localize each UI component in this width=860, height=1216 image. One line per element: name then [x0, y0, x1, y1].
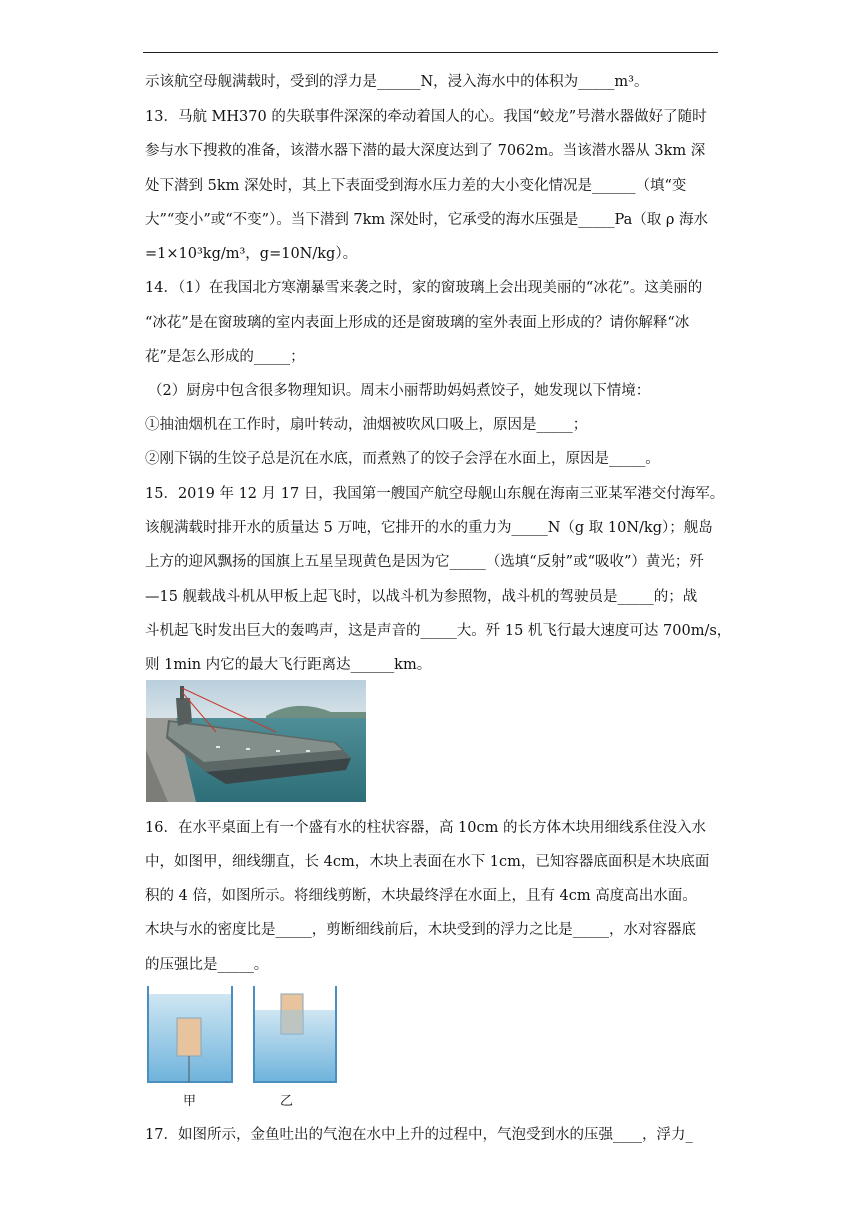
figure-label-jia: 甲 [183, 1094, 197, 1109]
text-line: 木块与水的密度比是_____，剪断细线前后，木块受到的浮力之比是_____，水对容器底 [145, 922, 696, 938]
container-yi [253, 986, 337, 1082]
text-line: 参与水下搜救的准备，该潜水器下潜的最大深度达到了 7062m。当该潜水器从 3km 深 [145, 143, 706, 159]
text-line: 16．在水平桌面上有一个盛有水的柱状容器，高 10cm 的长方体木块用细线系住没入水 [145, 820, 706, 836]
text-line: 则 1min 内它的最大飞行距离达______km。 [145, 657, 432, 673]
text-line: 15．2019 年 12 月 17 日，我国第一艘国产航空母舰山东舰在海南三亚某军港交付海军。 [145, 486, 725, 502]
text-line: “冰花”是在窗玻璃的室内表面上形成的还是窗玻璃的室外表面上形成的？请你解释“冰 [145, 315, 690, 331]
figure-label-yi: 乙 [280, 1094, 294, 1109]
text-line: 花”是怎么形成的_____； [145, 349, 305, 365]
text-line: ①抽油烟机在工作时，扇叶转动，油烟被吹风口吸上，原因是_____； [145, 417, 588, 433]
header-rule [143, 52, 718, 53]
text-line: 积的 4 倍，如图所示。将细线剪断，木块最终浮在水面上，且有 4cm 高度高出水面。 [145, 888, 697, 904]
text-line: 中，如图甲，细线绷直，长 4cm，木块上表面在水下 1cm，已知容器底面积是木块底面 [145, 854, 710, 870]
text-line: ②刚下锅的生饺子总是沉在水底，而煮熟了的饺子会浮在水面上，原因是_____。 [145, 451, 660, 467]
text-line: =1×10³kg/m³，g=10N/kg）。 [145, 246, 358, 262]
text-line: 示该航空母舰满载时，受到的浮力是______N，浸入海水中的体积为_____m³。 [145, 74, 649, 90]
text-line: 该舰满载时排开水的质量达 5 万吨，它排开的水的重力为_____N（g 取 10N/kg）；舰岛 [145, 520, 713, 536]
text-line: —15 舰载战斗机从甲板上起飞时，以战斗机为参照物，战斗机的驾驶员是_____的；战 [145, 589, 698, 605]
wood-block [177, 1018, 201, 1056]
container-figure [140, 982, 350, 1112]
text-line: 处下潜到 5km 深处时，其上下表面受到海水压力差的大小变化情况是______（填“变 [145, 178, 687, 194]
aircraft-carrier-photo [146, 680, 366, 802]
text-line: 的压强比是_____。 [145, 957, 269, 973]
container-jia [147, 986, 233, 1082]
text-line: 大”“变小”或“不变”）。当下潜到 7km 深处时，它承受的海水压强是_____Pa（取 ρ 海水 [145, 212, 709, 228]
text-line: 14．（1）在我国北方寒潮暴雪来袭之时，家的窗玻璃上会出现美丽的“冰花”。这美丽的 [145, 280, 703, 296]
text-line: 斗机起飞时发出巨大的轰鸣声，这是声音的_____大。歼 15 机飞行最大速度可达 700m/s， [145, 623, 732, 639]
text-line: 17．如图所示，金鱼吐出的气泡在水中上升的过程中，气泡受到水的压强____，浮力_ [145, 1127, 693, 1143]
text-line: 13．马航 MH370 的失联事件深深的牵动着国人的心。我国“蛟龙”号潜水器做好了随时 [145, 109, 707, 125]
text-line: 上方的迎风飘扬的国旗上五星呈现黄色是因为它_____（选填“反射”或“吸收”）黄光；歼 [145, 554, 704, 570]
text-line: （2）厨房中包含很多物理知识。周末小丽帮助妈妈煮饺子，她发现以下情境： [148, 383, 651, 399]
